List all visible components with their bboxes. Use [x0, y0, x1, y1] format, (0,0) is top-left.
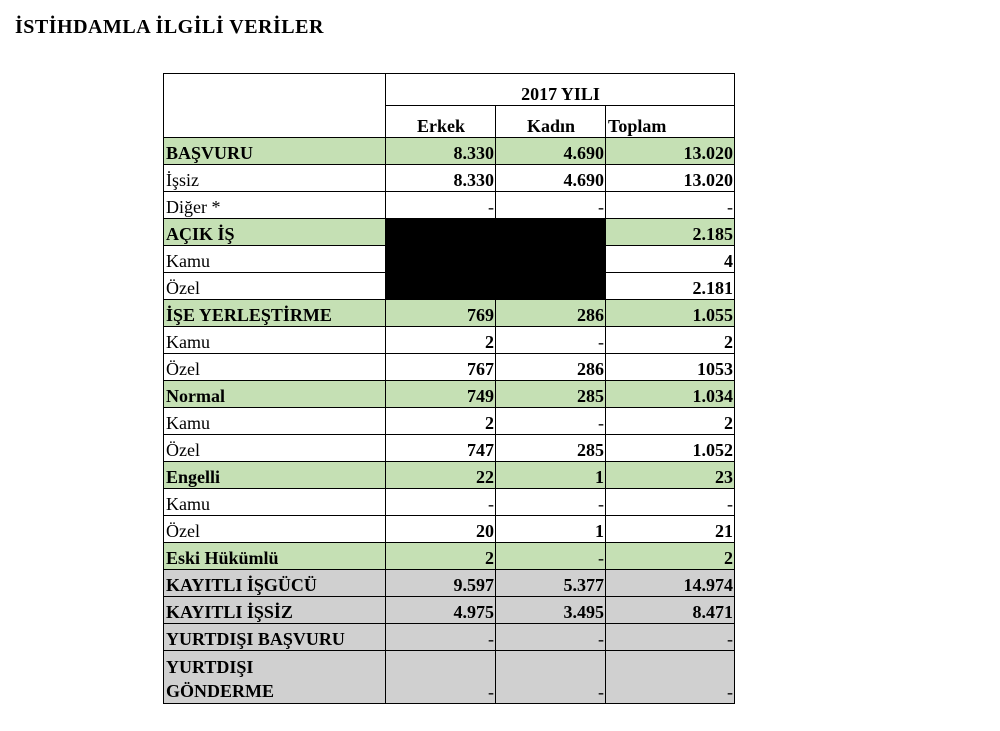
cell-erkek: - [386, 192, 496, 219]
row-label: YURTDIŞI BAŞVURU [164, 624, 386, 651]
cell-kadin: 3.495 [496, 597, 606, 624]
table-row-normal-kamu [164, 408, 735, 435]
cell-kadin: 5.377 [496, 570, 606, 597]
row-label-line2: GÖNDERME [166, 681, 274, 701]
cell-toplam: 2.185 [606, 219, 735, 246]
row-label: Kamu [164, 408, 386, 435]
row-label [164, 651, 386, 704]
table-row-diger [164, 192, 735, 219]
table-row-issiz [164, 165, 735, 192]
table-row-ise-yerlestirme [164, 300, 735, 327]
cell-erkek: 8.330 [386, 165, 496, 192]
column-header-kadin: Kadın [496, 106, 606, 138]
table-row-normal [164, 381, 735, 408]
cell-erkek: 769 [386, 300, 496, 327]
cell-kadin: 285 [496, 435, 606, 462]
cell-toplam: 2 [606, 543, 735, 570]
cell-erkek: 20 [386, 516, 496, 543]
row-label: Normal [164, 381, 386, 408]
row-label: Kamu [164, 489, 386, 516]
cell-toplam: 21 [606, 516, 735, 543]
cell-kadin: 285 [496, 381, 606, 408]
redaction-block [386, 219, 606, 300]
cell-kadin: - [496, 192, 606, 219]
row-label: KAYITLI İŞSİZ [164, 597, 386, 624]
cell-toplam: 14.974 [606, 570, 735, 597]
cell-erkek: 4.975 [386, 597, 496, 624]
row-label: KAYITLI İŞGÜCÜ [164, 570, 386, 597]
cell-toplam: 1.034 [606, 381, 735, 408]
column-header-erkek: Erkek [386, 106, 496, 138]
row-label: Özel [164, 354, 386, 381]
cell-kadin: 1 [496, 462, 606, 489]
cell-erkek: - [386, 624, 496, 651]
cell-toplam: 2 [606, 327, 735, 354]
row-label: Engelli [164, 462, 386, 489]
table-row-engelli-kamu [164, 489, 735, 516]
row-label: AÇIK İŞ [164, 219, 386, 246]
table-row-acik-is [164, 219, 735, 246]
cell-kadin: - [496, 489, 606, 516]
cell-toplam: 13.020 [606, 165, 735, 192]
cell-kadin: - [496, 624, 606, 651]
cell-erkek: 747 [386, 435, 496, 462]
table-row-engelli-ozel [164, 516, 735, 543]
table-row-engelli [164, 462, 735, 489]
table-row-eski-hukumlu [164, 543, 735, 570]
cell-erkek: - [386, 489, 496, 516]
cell-erkek: 767 [386, 354, 496, 381]
row-label: İŞE YERLEŞTİRME [164, 300, 386, 327]
row-label: Özel [164, 273, 386, 300]
cell-erkek: 749 [386, 381, 496, 408]
cell-toplam: - [606, 651, 735, 704]
cell-kadin: - [496, 651, 606, 704]
cell-kadin: 4.690 [496, 138, 606, 165]
cell-erkek: 9.597 [386, 570, 496, 597]
cell-erkek: 8.330 [386, 138, 496, 165]
table-row-ise-yerlestirme-ozel [164, 354, 735, 381]
row-label: Eski Hükümlü [164, 543, 386, 570]
table-row-kayitli-isgucu [164, 570, 735, 597]
cell-erkek: 2 [386, 327, 496, 354]
table-row-yurtdisi-basvuru [164, 624, 735, 651]
cell-toplam: 2.181 [606, 273, 735, 300]
table-row-ise-yerlestirme-kamu [164, 327, 735, 354]
cell-toplam: 23 [606, 462, 735, 489]
row-label: İşsiz [164, 165, 386, 192]
row-label: Kamu [164, 246, 386, 273]
table-row-kayitli-issiz [164, 597, 735, 624]
cell-kadin: 286 [496, 300, 606, 327]
header-row-year [164, 74, 735, 106]
row-label: Özel [164, 516, 386, 543]
cell-toplam: 2 [606, 408, 735, 435]
cell-erkek: 22 [386, 462, 496, 489]
cell-toplam: 4 [606, 246, 735, 273]
cell-kadin: - [496, 327, 606, 354]
cell-toplam: - [606, 624, 735, 651]
row-label: BAŞVURU [164, 138, 386, 165]
row-label: Kamu [164, 327, 386, 354]
cell-kadin: 286 [496, 354, 606, 381]
cell-toplam: 13.020 [606, 138, 735, 165]
cell-kadin: - [496, 408, 606, 435]
row-label: Diğer * [164, 192, 386, 219]
table-row-normal-ozel [164, 435, 735, 462]
year-header: 2017 YILI [386, 74, 735, 106]
page-title: İSTİHDAMLA İLGİLİ VERİLER [15, 16, 324, 38]
cell-toplam: - [606, 489, 735, 516]
employment-data-table [163, 73, 735, 704]
row-label-line1: YURTDIŞI [166, 657, 254, 677]
cell-kadin: 4.690 [496, 165, 606, 192]
column-header-toplam: Toplam [606, 106, 735, 138]
table-row-basvuru [164, 138, 735, 165]
cell-erkek: 2 [386, 543, 496, 570]
cell-erkek: 2 [386, 408, 496, 435]
table-row-yurtdisi-gonderme [164, 651, 735, 704]
cell-toplam: 1.052 [606, 435, 735, 462]
row-label: Özel [164, 435, 386, 462]
cell-toplam: 1.055 [606, 300, 735, 327]
cell-toplam: - [606, 192, 735, 219]
cell-toplam: 1053 [606, 354, 735, 381]
cell-erkek: - [386, 651, 496, 704]
header-empty-cell [164, 74, 386, 138]
cell-kadin: - [496, 543, 606, 570]
cell-toplam: 8.471 [606, 597, 735, 624]
cell-kadin: 1 [496, 516, 606, 543]
